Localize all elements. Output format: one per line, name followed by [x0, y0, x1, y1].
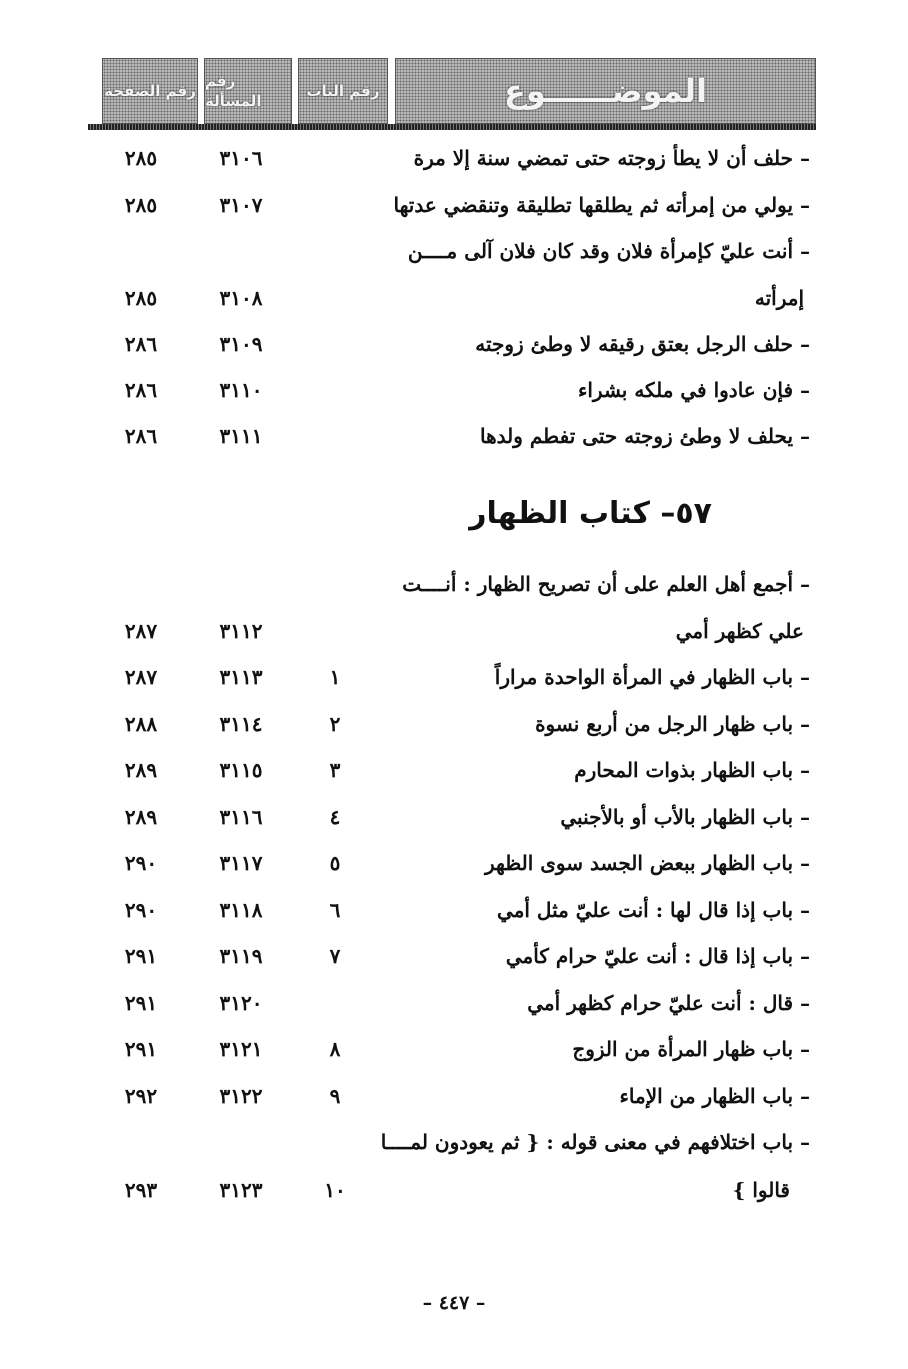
- row-bab: ٧: [329, 944, 341, 968]
- header-topic: [395, 58, 816, 124]
- row-topic: – حلف أن لا يطأ زوجته حتى تمضي سنة إلا مرة: [413, 146, 810, 170]
- row-masala: ٣١١٧: [219, 851, 263, 875]
- row-topic: – حلف الرجل بعتق رقيقه لا وطئ زوجته: [475, 332, 810, 356]
- row-topic: – باب الظهار بذوات المحارم: [574, 758, 810, 782]
- row-bab: ٥: [329, 851, 341, 875]
- table-row: [0, 1170, 908, 1210]
- row-topic: – باب الظهار من الإماء: [619, 1084, 810, 1108]
- row-masala: ٣١١٩: [219, 944, 263, 968]
- row-topic: – باب الظهار بالأب أو بالأجنبي: [560, 805, 810, 829]
- row-bab: ٨: [329, 1037, 341, 1061]
- row-topic: – فإن عادوا في ملكه بشراء: [577, 378, 810, 402]
- row-masala: ٣١٢٢: [219, 1084, 263, 1108]
- header-masala: [204, 58, 292, 124]
- row-page: ٢٨٩: [124, 758, 158, 782]
- table-row: [0, 416, 908, 456]
- row-bab: ١٠: [324, 1178, 346, 1202]
- row-masala: ٣١١٠: [219, 378, 263, 402]
- row-masala: ٣١٠٦: [219, 146, 263, 170]
- table-row: [0, 185, 908, 225]
- table-row: [0, 138, 908, 178]
- row-masala: ٣١١٣: [219, 665, 263, 689]
- row-page: ٢٩٢: [124, 1084, 158, 1108]
- table-row: [0, 797, 908, 837]
- row-page: ٢٩١: [124, 944, 158, 968]
- row-topic: قالوا }: [732, 1178, 790, 1202]
- row-page: ٢٨٦: [124, 378, 158, 402]
- row-masala: ٣١٠٧: [219, 193, 263, 217]
- row-page: ٢٩٣: [124, 1178, 158, 1202]
- row-topic: – يولي من إمرأته ثم يطلقها تطليقة وتنقضي عدتها: [393, 193, 810, 217]
- row-bab: ٣: [329, 758, 341, 782]
- row-page: ٢٨٥: [124, 286, 158, 310]
- row-bab: ٩: [329, 1084, 341, 1108]
- row-masala: ٣١٢١: [219, 1037, 263, 1061]
- table-row: [0, 936, 908, 976]
- table-row: [0, 1122, 908, 1162]
- row-page: ٢٩١: [124, 1037, 158, 1061]
- row-topic: – باب الظهار ببعض الجسد سوى الظهر: [485, 851, 810, 875]
- table-row: [0, 231, 908, 271]
- row-page: ٢٨٥: [124, 146, 158, 170]
- row-topic: علي كظهر أمي: [675, 619, 804, 643]
- table-row: [0, 843, 908, 883]
- header-masala-label: رقم المسألة: [205, 72, 262, 110]
- row-masala: ٣١١٥: [219, 758, 263, 782]
- row-bab: ١: [329, 665, 341, 689]
- row-topic: – أنت عليّ كإمرأة فلان وقد كان فلان آلى مــــن: [407, 239, 810, 263]
- row-masala: ٣١٠٩: [219, 332, 263, 356]
- table-row: [0, 657, 908, 697]
- table-row: [0, 564, 908, 604]
- row-page: ٢٩٠: [124, 851, 158, 875]
- row-page: ٢٨٦: [124, 332, 158, 356]
- row-masala: ٣١١٤: [219, 712, 263, 736]
- header-bab-label: رقم الباب: [306, 82, 380, 100]
- row-topic: – باب إذا قال لها : أنت عليّ مثل أمي: [497, 898, 810, 922]
- row-page: ٢٩٠: [124, 898, 158, 922]
- row-topic: – باب اختلافهم في معنى قوله : { ثم يعودون لمــــا: [380, 1130, 810, 1154]
- row-page: ٢٨٦: [124, 424, 158, 448]
- row-topic: – باب ظهار المرأة من الزوج: [572, 1037, 810, 1061]
- table-row: [0, 278, 908, 318]
- table-row: [0, 611, 908, 651]
- page-number: – ٤٤٧ –: [422, 1292, 486, 1314]
- row-masala: ٣١١٦: [219, 805, 263, 829]
- table-row: [0, 1076, 908, 1116]
- header-rule: [88, 124, 816, 130]
- row-masala: ٣١١٢: [219, 619, 263, 643]
- header-bab: [298, 58, 388, 124]
- table-header: [88, 58, 816, 128]
- row-bab: ٦: [329, 898, 341, 922]
- table-row: [0, 370, 908, 410]
- row-topic: إمرأته: [754, 286, 804, 310]
- row-page: ٢٨٨: [124, 712, 158, 736]
- table-row: [0, 983, 908, 1023]
- table-row: [0, 704, 908, 744]
- header-page-label: رقم الصفحة: [104, 82, 196, 100]
- row-topic: – أجمع أهل العلم على أن تصريح الظهار : أنــــت: [402, 572, 810, 596]
- row-topic: – باب إذا قال : أنت عليّ حرام كأمي: [505, 944, 810, 968]
- row-topic: – يحلف لا وطئ زوجته حتى تفطم ولدها: [480, 424, 810, 448]
- table-row: [0, 1029, 908, 1069]
- header-topic-label: الموضــــــوع: [504, 72, 707, 110]
- row-topic: – قال : أنت عليّ حرام كظهر أمي: [527, 991, 810, 1015]
- row-masala: ٣١٠٨: [219, 286, 263, 310]
- row-masala: ٣١٢٠: [219, 991, 263, 1015]
- row-masala: ٣١٢٣: [219, 1178, 263, 1202]
- row-page: ٢٩١: [124, 991, 158, 1015]
- header-page: [102, 58, 198, 124]
- chapter-heading: ٥٧– كتاب الظهار: [469, 496, 712, 531]
- row-topic: – باب الظهار في المرأة الواحدة مراراً: [494, 665, 810, 689]
- row-page: ٢٨٥: [124, 193, 158, 217]
- table-row: [0, 324, 908, 364]
- row-page: ٢٨٧: [124, 619, 158, 643]
- table-row: [0, 750, 908, 790]
- row-masala: ٣١١١: [219, 424, 263, 448]
- row-page: ٢٨٧: [124, 665, 158, 689]
- row-topic: – باب ظهار الرجل من أربع نسوة: [535, 712, 810, 736]
- row-bab: ٢: [329, 712, 341, 736]
- row-bab: ٤: [329, 805, 341, 829]
- table-row: [0, 890, 908, 930]
- row-masala: ٣١١٨: [219, 898, 263, 922]
- row-page: ٢٨٩: [124, 805, 158, 829]
